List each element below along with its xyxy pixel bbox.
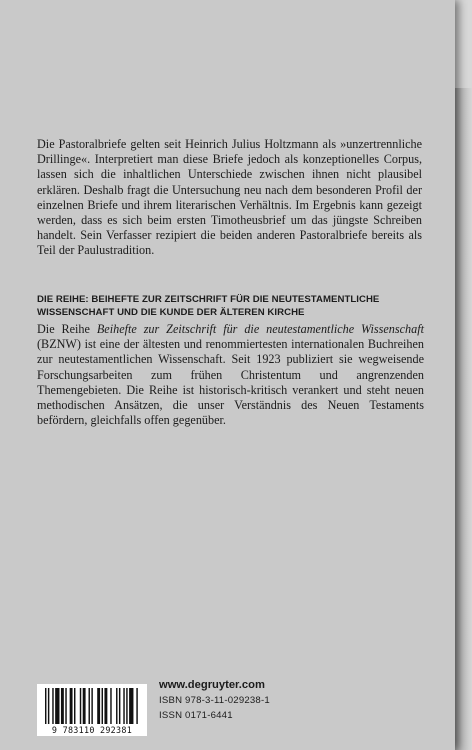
series-heading: DIE REIHE: BEIHEFTE ZUR ZEITSCHRIFT FÜR DIE NEUTESTAMENTLICHE WISSENSCHAFT UND DIE KUNDE DER ÄLTEREN KIRCHE xyxy=(37,294,380,319)
publisher-website[interactable]: www.degruyter.com xyxy=(159,679,265,691)
publisher-imprint xyxy=(159,679,270,723)
series-intro: Die Reihe xyxy=(37,322,97,336)
cover-right-edge-top xyxy=(455,0,472,88)
series-rest: (BZNW) ist eine der ältesten und renommiertesten internationalen Buchreihen zur neutestamentlichen Wissenschaft. Seit 1923 publiziert sie wegweisende Forschungsarbeiten zum frühen Christentum und angrenzenden Themengebieten. Die Reihe ist historisch-kritisch verankert und steht neuen methodischen Ansätzen, die unser Verständnis des Neuen Testaments befördern, gleichfalls offen gegenüber. xyxy=(37,337,424,428)
barcode-bars xyxy=(37,684,147,726)
cover-right-edge xyxy=(455,88,472,750)
series-title: Beihefte zur Zeitschrift für die neutestamentliche Wissenschaft xyxy=(96,322,424,336)
isbn-number: ISBN 978-3-11-029238-1 xyxy=(159,695,270,706)
barcode-number: 9 783110 292381 xyxy=(51,725,133,735)
issn-number: ISSN 0171-6441 xyxy=(159,709,233,721)
isbn-barcode xyxy=(37,684,147,736)
series-description xyxy=(37,322,424,428)
blurb-text: Die Pastoralbriefe gelten seit Heinrich Julius Holtzmann als »unzertrennliche Drillinge«. Interpretiert man diese Briefe jedoch als konzeptionelles Corpus, lassen sich die inhaltlichen Unterschiede zwischen ihnen nicht plausibel erklären. Deshalb fragt die Untersuchung neu nach dem besonderen Profil der einzelnen Briefe und ihrem literarischen Verhältnis. Im Ergebnis kann gezeigt werden, dass es sich beim ersten Timotheusbrief um das jüngste Schreiben handelt. Sein Verfasser rezipiert die beiden anderen Pastoralbriefe bereits als Teil der Paulustradition. xyxy=(37,137,422,258)
